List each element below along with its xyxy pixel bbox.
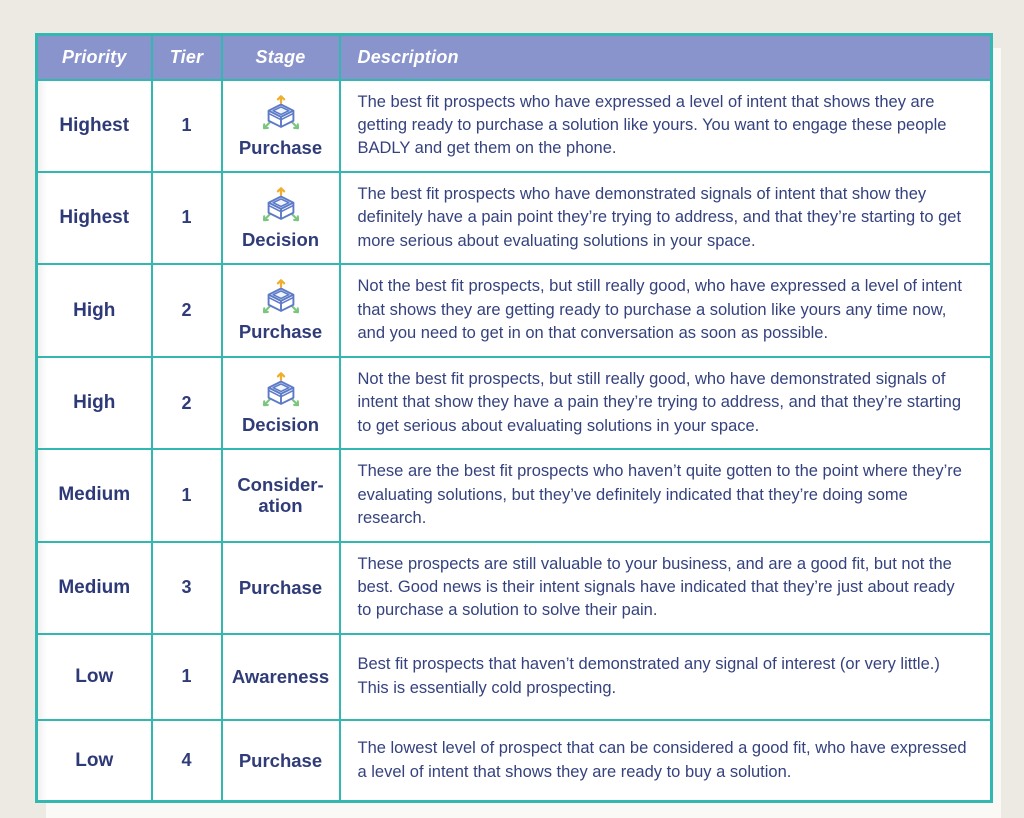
priority-cell	[37, 172, 152, 264]
tier-cell	[152, 357, 222, 449]
tier-value: 2	[181, 300, 192, 321]
description-cell	[340, 80, 992, 172]
tier-value: 1	[181, 207, 192, 228]
priority-label: Low	[75, 665, 114, 687]
priority-label: Medium	[58, 576, 131, 598]
priority-label: Highest	[59, 206, 130, 228]
description-cell	[340, 172, 992, 264]
table-row	[37, 172, 992, 264]
column-header-description: Description	[340, 35, 992, 80]
description-cell	[340, 542, 992, 634]
table-row	[37, 264, 992, 357]
description-text: These prospects are still valuable to your business, and are a good fit, but not the best. Good news is their intent signals have indicated that they’re just about ready to purchase a solution to solve their pain.	[357, 554, 955, 620]
stage-label: Purchase	[238, 577, 323, 599]
tier-cell	[152, 264, 222, 357]
stage-label: Purchase	[238, 321, 323, 343]
column-header-priority: Priority	[37, 35, 152, 80]
priority-table	[35, 33, 993, 803]
description-text: The best fit prospects who have expressed a level of intent that shows they are getting ready to purchase a solution like yours. You want to engage these people BADLY and get them on the phone.	[357, 92, 947, 158]
priority-cell	[37, 357, 152, 449]
tier-value: 3	[181, 577, 192, 598]
stage-label: Awareness	[231, 666, 330, 688]
tier-cell	[152, 449, 222, 541]
description-cell	[340, 720, 992, 802]
description-cell	[340, 357, 992, 449]
description-text: Not the best fit prospects, but still really good, who have demonstrated signals of intent that show they have a pain they’re trying to address, and that they’re starting to get serious about evaluating solutions in your space.	[357, 370, 962, 435]
table-row	[37, 720, 992, 802]
stage-cell	[222, 357, 340, 449]
stage-stack	[228, 474, 334, 517]
stage-stack	[228, 186, 334, 250]
stage-label: Decision	[241, 228, 320, 250]
priority-cell	[37, 542, 152, 634]
description-text: Not the best fit prospects, but still really good, who have expressed a level of intent that shows they are getting ready to purchase a solution like yours any time now, and you need to get in on that conversation as soon as possible.	[357, 277, 962, 343]
stage-cell	[222, 172, 340, 264]
priority-cell	[37, 264, 152, 357]
description-text: The best fit prospects who have demonstrated signals of intent that show they definitely have a pain point they’re trying to address, and that they’re starting to get more serious about evaluating solutions in your space.	[357, 184, 962, 250]
stage-label: Purchase	[238, 136, 323, 158]
intent-box-icon	[260, 94, 302, 136]
column-header-tier: Tier	[152, 35, 222, 80]
column-header-stage: Stage	[222, 35, 340, 80]
tier-value: 1	[181, 484, 192, 505]
priority-label: Low	[75, 749, 114, 771]
priority-cell	[37, 634, 152, 720]
stage-cell	[222, 264, 340, 357]
table-header-row	[37, 35, 992, 80]
stage-stack	[228, 750, 334, 771]
priority-cell	[37, 80, 152, 172]
tier-value: 1	[181, 115, 192, 136]
description-text: The lowest level of prospect that can be considered a good fit, who have expressed a level of intent that shows they are ready to buy a solution.	[357, 739, 967, 781]
tier-value: 1	[181, 666, 192, 687]
stage-label: Decision	[241, 414, 320, 436]
table-row	[37, 80, 992, 172]
stage-cell	[222, 720, 340, 802]
priority-cell	[37, 449, 152, 541]
tier-value: 2	[181, 392, 192, 413]
priority-label: Medium	[58, 484, 131, 506]
stage-cell	[222, 542, 340, 634]
stage-stack	[228, 278, 334, 342]
intent-box-icon	[260, 371, 302, 413]
tier-value: 4	[181, 750, 192, 771]
table-row	[37, 634, 992, 720]
priority-tier-stage-table-panel	[35, 33, 990, 803]
stage-stack	[228, 577, 334, 598]
intent-box-icon	[260, 278, 302, 320]
stage-label: Consideration	[237, 474, 324, 517]
description-text: Best fit prospects that haven’t demonstrated any signal of interest (or very little.) This is essentially cold prospecting.	[357, 655, 940, 697]
table-row	[37, 542, 992, 634]
table-row	[37, 449, 992, 541]
description-cell	[340, 634, 992, 720]
stage-cell	[222, 80, 340, 172]
stage-stack	[228, 94, 334, 158]
tier-cell	[152, 172, 222, 264]
tier-cell	[152, 542, 222, 634]
intent-box-icon	[260, 186, 302, 228]
priority-label: High	[73, 392, 116, 414]
description-cell	[340, 449, 992, 541]
stage-label: Purchase	[238, 749, 323, 771]
stage-cell	[222, 634, 340, 720]
table-body	[37, 80, 992, 802]
stage-cell	[222, 449, 340, 541]
stage-stack	[228, 666, 334, 687]
priority-label: Highest	[59, 114, 130, 136]
tier-cell	[152, 720, 222, 802]
stage-stack	[228, 371, 334, 435]
description-text: These are the best fit prospects who haven’t quite gotten to the point where they’re evaluating solutions, but they’ve definitely indicated that they’re doing some research.	[357, 462, 962, 528]
description-cell	[340, 264, 992, 357]
table-row	[37, 357, 992, 449]
priority-label: High	[73, 299, 116, 321]
priority-cell	[37, 720, 152, 802]
tier-cell	[152, 80, 222, 172]
tier-cell	[152, 634, 222, 720]
